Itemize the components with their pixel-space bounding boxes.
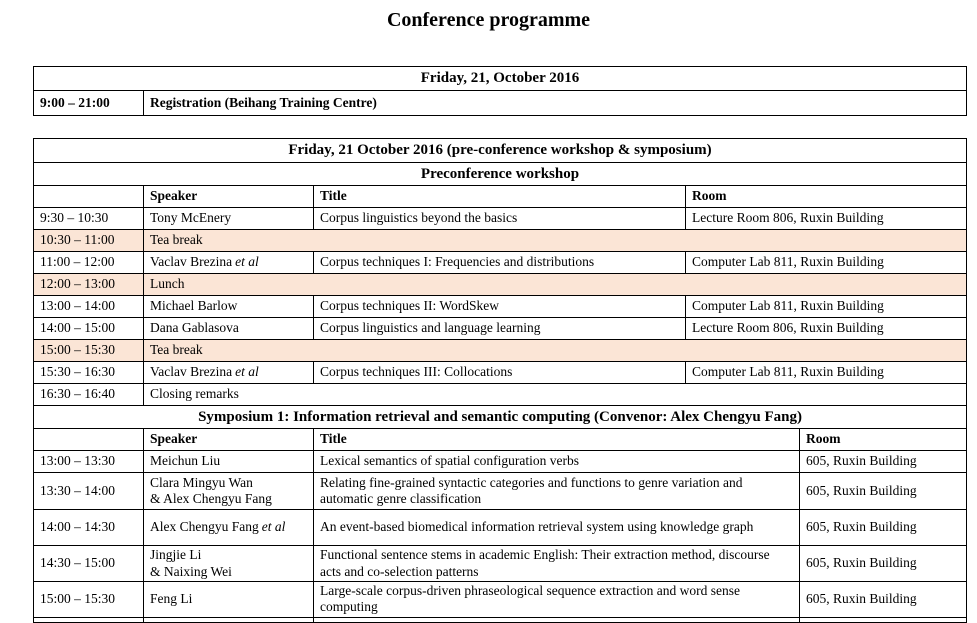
page-title: Conference programme	[386, 9, 591, 31]
speaker-name: Vaclav Brezina	[150, 364, 233, 380]
speaker-column-header: Speaker	[144, 429, 314, 451]
symposium-column-header-row	[34, 429, 967, 451]
time-cell: 12:00 – 13:00	[34, 274, 144, 296]
time-cell: 11:00 – 12:00	[34, 252, 144, 274]
speaker-name: Jingjie Li	[150, 547, 202, 563]
time-cell: 16:30 – 16:40	[34, 384, 144, 406]
break-label-cell: Tea break	[144, 230, 967, 252]
speaker-cell	[144, 546, 314, 582]
speaker-name: Clara Mingyu Wan	[150, 474, 253, 490]
speaker-name: Vaclav Brezina	[150, 254, 233, 270]
speaker-et-al: et al	[261, 519, 286, 535]
title-cell: Functional sentence stems in academic English: Their extraction method, discourse acts and co-selection patterns	[314, 546, 800, 582]
table-row	[34, 451, 967, 473]
empty-header-cell	[34, 429, 144, 451]
room-cell: 605, Ruxin Building	[800, 510, 967, 546]
closing-label-cell: Closing remarks	[144, 384, 967, 406]
time-cell: 15:00 – 15:30	[34, 582, 144, 618]
time-cell: 13:00 – 14:00	[34, 296, 144, 318]
closing-remarks-row	[34, 384, 967, 406]
break-label-cell: Tea break	[144, 340, 967, 362]
speaker-cell: Dana Gablasova	[144, 318, 314, 340]
table-row	[34, 318, 967, 340]
registration-table	[33, 66, 967, 116]
room-cell: Lecture Room 806, Ruxin Building	[686, 318, 967, 340]
symposium-section-header-row	[34, 406, 967, 429]
title-column-header: Title	[314, 429, 800, 451]
title-cell: Large-scale corpus-driven phraseological sequence extraction and word sense computing	[314, 582, 800, 618]
speaker-cell: Meichun Liu	[144, 451, 314, 473]
break-label-cell: Lunch	[144, 274, 967, 296]
speaker-et-al: et al	[235, 254, 259, 270]
workshop-table	[33, 138, 967, 406]
registration-header-row	[34, 67, 967, 91]
title-cell: Relating fine-grained syntactic categories and functions to genre variation and automatic genre classification	[314, 473, 800, 510]
registration-table-header: Friday, 21, October 2016	[34, 67, 967, 91]
room-cell: 605, Ruxin Building	[800, 546, 967, 582]
room-cell: Computer Lab 811, Ruxin Building	[686, 252, 967, 274]
room-cell: Lecture Room 806, Ruxin Building	[686, 208, 967, 230]
break-row	[34, 340, 967, 362]
symposium-section-title: Symposium 1: Information retrieval and semantic computing (Convenor: Alex Chengyu Fang)	[34, 406, 967, 429]
workshop-section-title: Preconference workshop	[34, 163, 967, 186]
speaker-cell	[144, 362, 314, 384]
speaker-cell: Michael Barlow	[144, 296, 314, 318]
empty-header-cell	[34, 186, 144, 208]
table-row	[34, 252, 967, 274]
room-cell: 605, Ruxin Building	[800, 582, 967, 618]
workshop-column-header-row	[34, 186, 967, 208]
table-row	[34, 208, 967, 230]
table-row	[34, 510, 967, 546]
time-cell: 13:30 – 14:00	[34, 473, 144, 510]
table-row	[34, 582, 967, 618]
break-row	[34, 230, 967, 252]
room-column-header: Room	[686, 186, 967, 208]
title-cell: Lexical semantics of spatial configuration verbs	[314, 451, 800, 473]
time-cell: 14:00 – 15:00	[34, 318, 144, 340]
title-cell: Corpus linguistics and language learning	[314, 318, 686, 340]
speaker-cell: Tony McEnery	[144, 208, 314, 230]
room-cell: 605, Ruxin Building	[800, 473, 967, 510]
day-header-row	[34, 139, 967, 163]
registration-row	[34, 91, 967, 116]
table-row	[34, 546, 967, 582]
room-cell: Computer Lab 811, Ruxin Building	[686, 362, 967, 384]
day-table-header: Friday, 21 October 2016 (pre-conference workshop & symposium)	[34, 139, 967, 163]
room-cell: 605, Ruxin Building	[800, 451, 967, 473]
time-cell: 9:30 – 10:30	[34, 208, 144, 230]
event-cell: Registration (Beihang Training Centre)	[144, 91, 967, 116]
time-cell: 9:00 – 21:00	[34, 91, 144, 116]
title-cell: Corpus techniques II: WordSkew	[314, 296, 686, 318]
table-row	[34, 473, 967, 510]
room-cell: Computer Lab 811, Ruxin Building	[686, 296, 967, 318]
time-cell: 13:00 – 13:30	[34, 451, 144, 473]
speaker-cell	[144, 252, 314, 274]
speaker-name-2: & Naixing Wei	[150, 563, 232, 579]
time-cell: 14:00 – 14:30	[34, 510, 144, 546]
title-cell: An event-based biomedical information retrieval system using knowledge graph	[314, 510, 800, 546]
speaker-cell: Feng Li	[144, 582, 314, 618]
time-cell: 15:00 – 15:30	[34, 340, 144, 362]
time-cell: 14:30 – 15:00	[34, 546, 144, 582]
speaker-cell	[144, 510, 314, 546]
time-cell: 10:30 – 11:00	[34, 230, 144, 252]
table-row	[34, 362, 967, 384]
speaker-et-al: et al	[235, 364, 259, 380]
speaker-name: Alex Chengyu Fang	[150, 519, 259, 535]
title-cell: Corpus linguistics beyond the basics	[314, 208, 686, 230]
table-row	[34, 296, 967, 318]
title-column-header: Title	[314, 186, 686, 208]
speaker-column-header: Speaker	[144, 186, 314, 208]
workshop-section-header-row	[34, 163, 967, 186]
room-column-header: Room	[800, 429, 967, 451]
symposium-table	[33, 405, 967, 623]
speaker-cell	[144, 473, 314, 510]
speaker-name-2: & Alex Chengyu Fang	[150, 491, 272, 506]
title-cell: Corpus techniques III: Collocations	[314, 362, 686, 384]
time-cell: 15:30 – 16:30	[34, 362, 144, 384]
title-cell: Corpus techniques I: Frequencies and distributions	[314, 252, 686, 274]
break-row	[34, 274, 967, 296]
